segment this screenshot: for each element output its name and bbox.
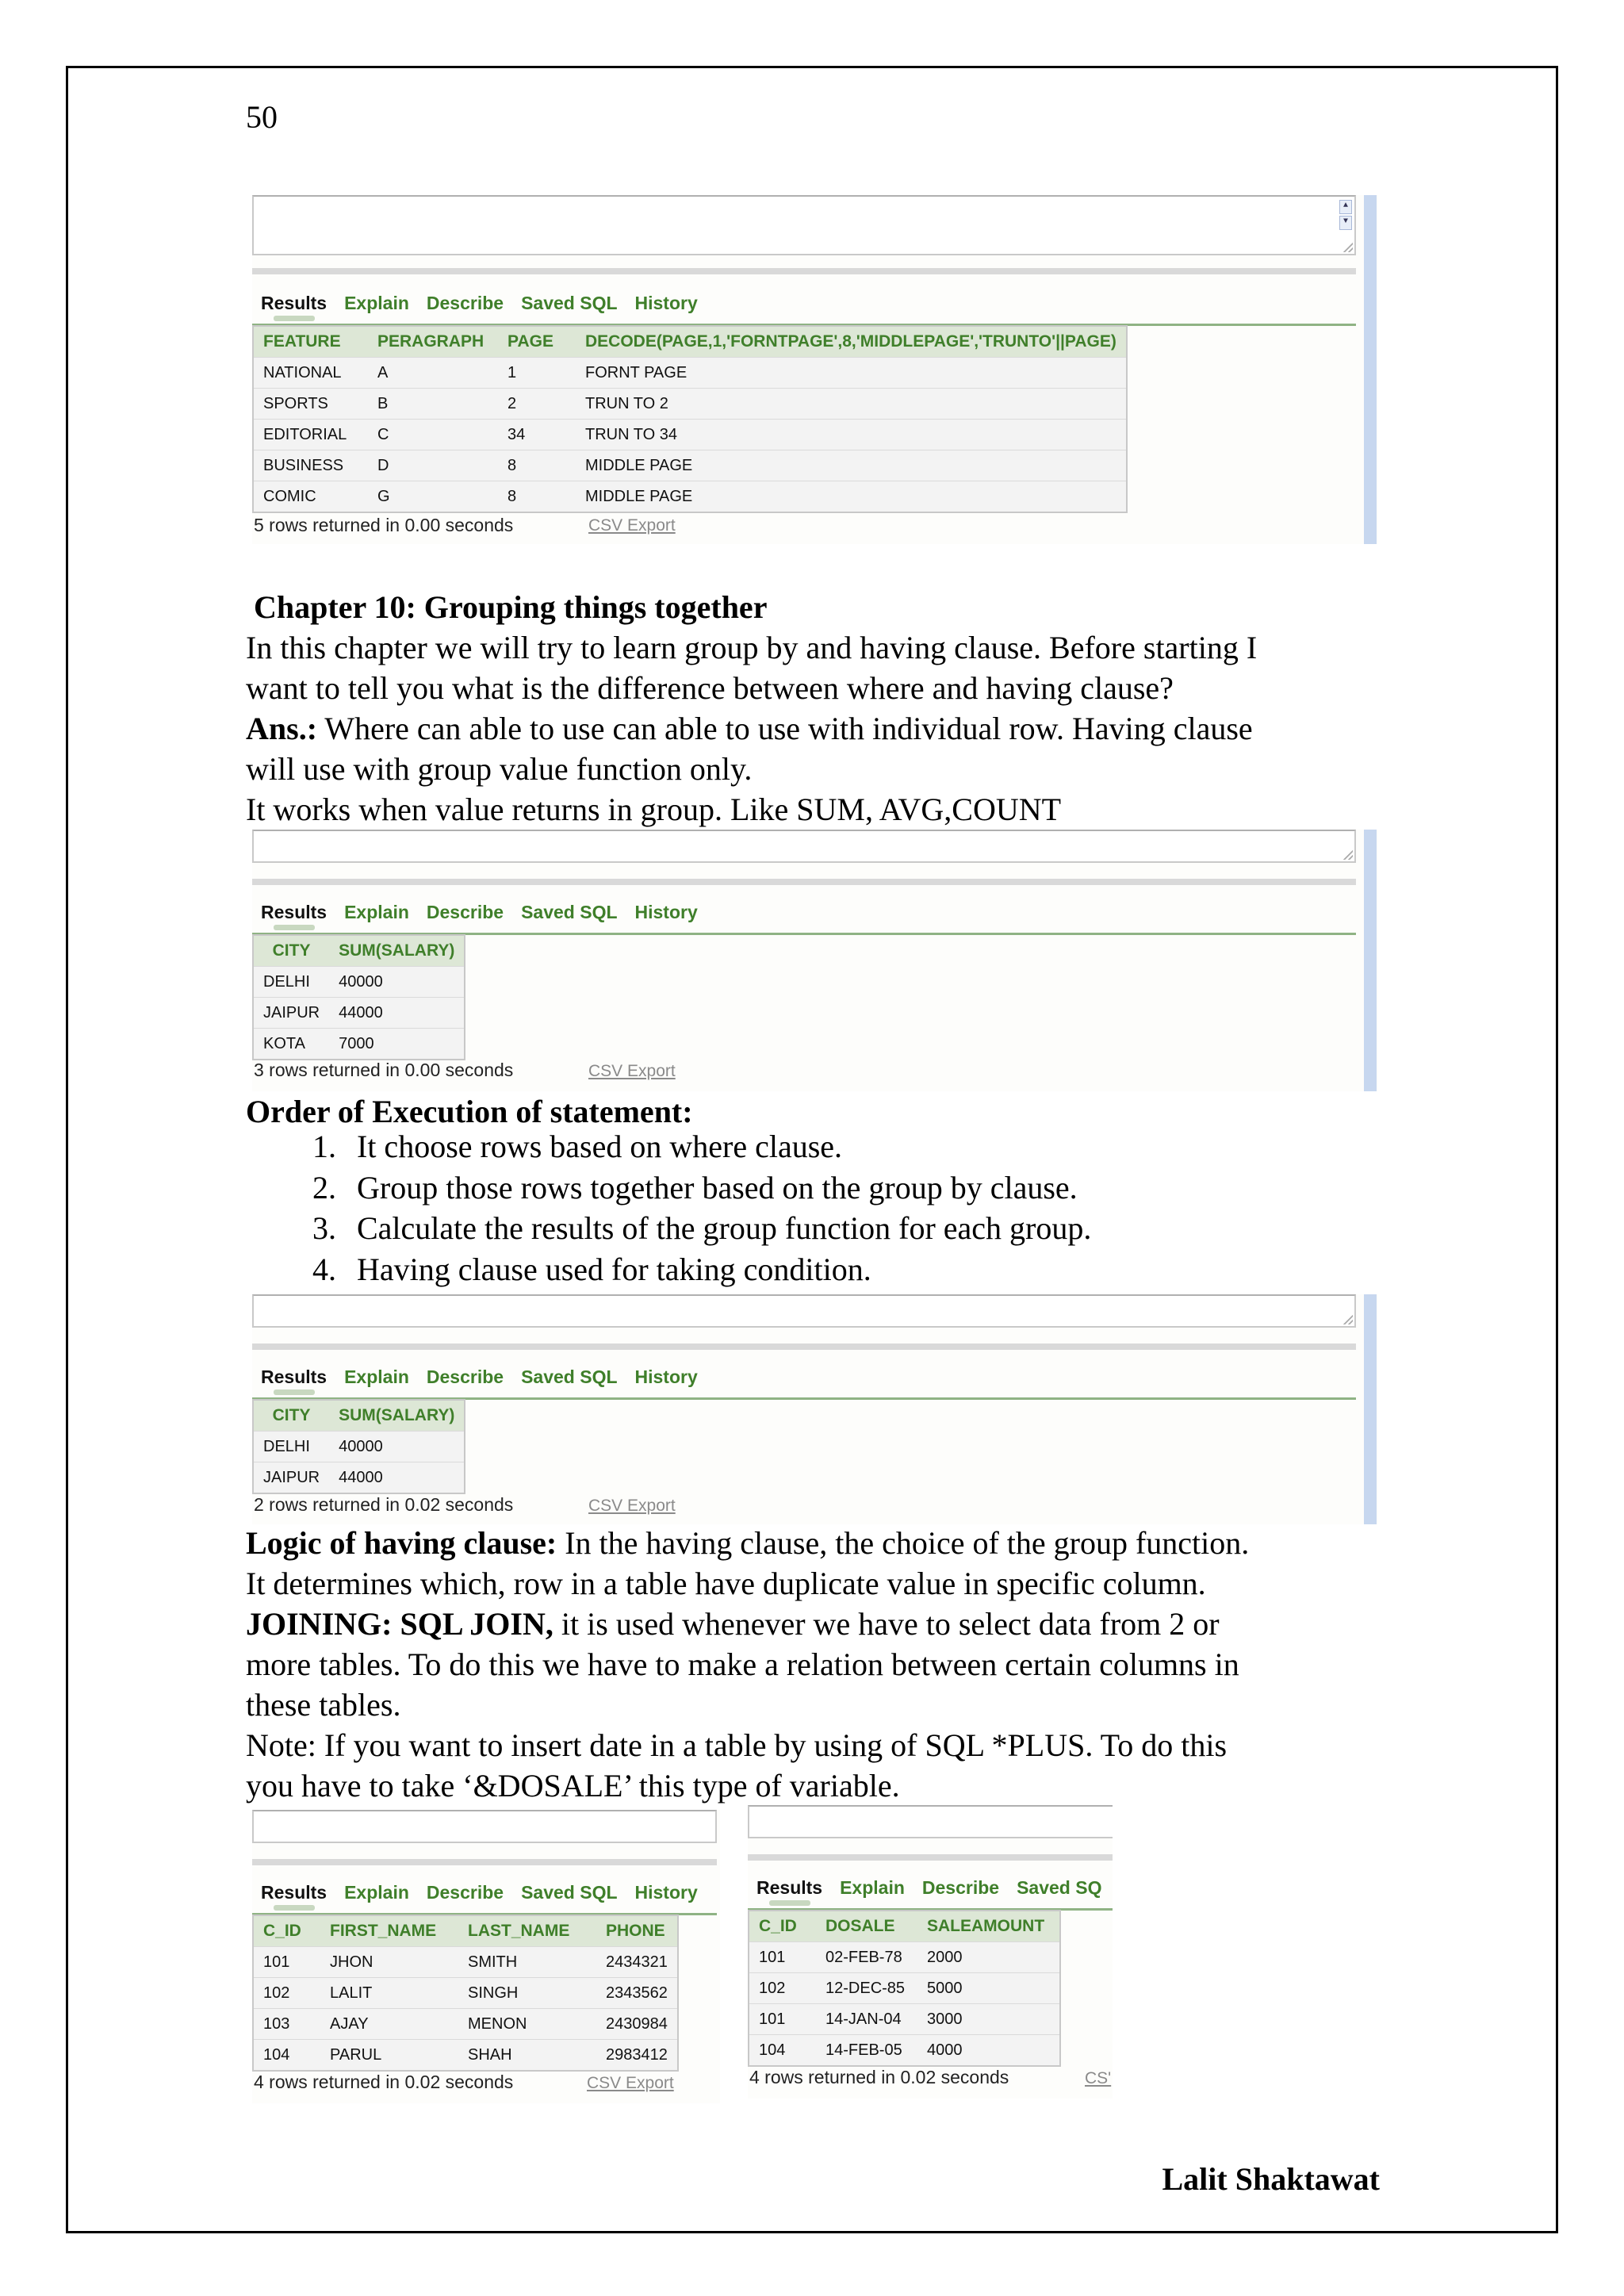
table-cell: 101 <box>253 1947 320 1978</box>
table-cell: 2983412 <box>596 2040 678 2072</box>
table-row <box>253 481 1127 513</box>
sql-workshop-customer <box>252 1810 720 2103</box>
result-table <box>252 1399 465 1494</box>
table-cell: 44000 <box>329 998 465 1029</box>
logic-label: Logic of having clause: <box>246 1525 557 1561</box>
paragraph-line: Note: If you want to insert date in a table by using of SQL *PLUS. To do this <box>246 1727 1228 1763</box>
sql-editor[interactable] <box>252 1810 717 1843</box>
sql-workshop-sale <box>748 1805 1113 2099</box>
column-header: SUM(SALARY) <box>329 1400 465 1432</box>
table-row <box>749 1942 1060 1973</box>
table-cell: 103 <box>253 2009 320 2040</box>
table-row <box>253 1947 678 1978</box>
column-header: FEATURE <box>253 326 368 358</box>
logic-text: In the having clause, the choice of the group function. <box>557 1525 1250 1561</box>
table-cell: 2434321 <box>596 1947 678 1978</box>
tab-describe[interactable]: Describe <box>426 902 504 922</box>
table-row <box>749 1973 1060 2004</box>
table-row <box>253 1978 678 2009</box>
table-cell: B <box>368 389 498 420</box>
footer-author: Lalit Shaktawat <box>1162 2161 1380 2197</box>
result-tabs <box>252 1361 707 1393</box>
table-cell: 02-FEB-78 <box>816 1942 917 1973</box>
table-cell: MENON <box>458 2009 596 2040</box>
tab-saved-sql[interactable]: Saved SQL <box>521 1366 618 1387</box>
table-cell: 8 <box>498 481 576 513</box>
table-cell: 2 <box>498 389 576 420</box>
table-row <box>253 420 1127 450</box>
result-table <box>252 934 465 1060</box>
table-cell: DELHI <box>253 967 329 998</box>
table-cell: JAIPUR <box>253 1462 329 1494</box>
editor-separator[interactable] <box>252 268 1356 274</box>
table-cell: 102 <box>253 1978 320 2009</box>
paragraph-line: It works when value returns in group. Like SUM, AVG,COUNT <box>246 792 1062 827</box>
paragraph-line: It determines which, row in a table have duplicate value in specific column. <box>246 1566 1206 1601</box>
paragraph-line: you have to take ‘&DOSALE’ this type of variable. <box>246 1768 900 1803</box>
column-header: SALEAMOUNT <box>917 1911 1060 1942</box>
table-cell: LALIT <box>320 1978 458 2009</box>
tab-history[interactable]: History <box>634 1366 698 1387</box>
table-cell: FORNT PAGE <box>576 358 1127 389</box>
joining-line <box>246 1604 1388 1644</box>
table-row <box>253 358 1127 389</box>
paragraph-line: will use with group value function only. <box>246 751 753 787</box>
tab-saved-sql[interactable]: Saved SQL <box>521 293 618 313</box>
editor-separator[interactable] <box>252 1343 1356 1350</box>
table-cell: BUSINESS <box>253 450 368 481</box>
table-cell: 4000 <box>917 2035 1060 2067</box>
page-number: 50 <box>246 99 278 135</box>
table-cell: 2430984 <box>596 2009 678 2040</box>
execution-steps-list <box>293 1126 1091 1290</box>
tab-history[interactable]: History <box>634 1882 698 1903</box>
table-cell: TRUN TO 2 <box>576 389 1127 420</box>
table-cell: JAIPUR <box>253 998 329 1029</box>
scrollbar[interactable] <box>1364 1294 1377 1524</box>
tab-describe[interactable]: Describe <box>921 1877 1000 1898</box>
sql-editor[interactable] <box>252 1294 1356 1328</box>
tab-results[interactable]: Results <box>252 1361 335 1393</box>
table-cell: JHON <box>320 1947 458 1978</box>
table-row <box>253 389 1127 420</box>
table-cell: 1 <box>498 358 576 389</box>
result-tabs <box>252 1876 707 1908</box>
answer-line <box>246 708 1388 749</box>
table-cell: 44000 <box>329 1462 465 1494</box>
table-cell: SMITH <box>458 1947 596 1978</box>
tab-saved-sql[interactable]: Saved SQL <box>521 902 618 922</box>
scrollbar[interactable] <box>1364 195 1377 544</box>
rows-returned-text: 4 rows returned in 0.02 seconds <box>254 2072 514 2092</box>
tab-explain[interactable]: Explain <box>840 1877 905 1898</box>
rows-returned-text: 5 rows returned in 0.00 seconds <box>254 515 514 535</box>
result-tabs <box>252 287 707 319</box>
result-table <box>748 1910 1061 2067</box>
table-cell: G <box>368 481 498 513</box>
resize-grip-icon[interactable] <box>1343 850 1353 860</box>
csv-export-link[interactable]: CSV Export <box>588 1497 676 1515</box>
tab-explain[interactable]: Explain <box>344 902 409 922</box>
table-cell: 40000 <box>329 967 465 998</box>
result-tabs <box>748 1872 1110 1903</box>
tab-describe[interactable]: Describe <box>426 1882 504 1903</box>
column-header: C_ID <box>749 1911 816 1942</box>
column-header: DECODE(PAGE,1,'FORNTPAGE',8,'MIDDLEPAGE','TRUNTO'||PAGE) <box>576 326 1127 358</box>
table-cell: 14-FEB-05 <box>816 2035 917 2067</box>
logic-line <box>246 1523 1388 1563</box>
table-cell: EDITORIAL <box>253 420 368 450</box>
table-cell: MIDDLE PAGE <box>576 450 1127 481</box>
resize-grip-icon[interactable] <box>1343 243 1353 252</box>
table-cell: SHAH <box>458 2040 596 2072</box>
csv-export-link[interactable]: CSV Export <box>587 2074 674 2092</box>
table-cell: TRUN TO 34 <box>576 420 1127 450</box>
table-cell: 8 <box>498 450 576 481</box>
table-cell: D <box>368 450 498 481</box>
joining-label: JOINING: SQL JOIN, <box>246 1606 553 1642</box>
tab-results[interactable]: Results <box>748 1872 831 1903</box>
table-cell: 101 <box>749 1942 816 1973</box>
column-header: CITY <box>253 935 329 967</box>
table-cell: AJAY <box>320 2009 458 2040</box>
table-header-row <box>253 1400 465 1432</box>
tab-explain[interactable]: Explain <box>344 1366 409 1387</box>
table-cell: 3000 <box>917 2004 1060 2035</box>
sql-workshop-newspaper <box>252 195 1378 544</box>
scrollbar[interactable] <box>1364 830 1377 1091</box>
tab-saved-sql[interactable]: Saved SQL <box>521 1882 618 1903</box>
table-row <box>253 450 1127 481</box>
paragraph-line: In this chapter we will try to learn group by and having clause. Before starting I <box>246 630 1258 665</box>
table-header-row <box>749 1911 1060 1942</box>
rows-returned-text: 3 rows returned in 0.00 seconds <box>254 1060 514 1080</box>
table-cell: SINGH <box>458 1978 596 2009</box>
editor-separator[interactable] <box>748 1854 1113 1861</box>
csv-export-link[interactable]: CS' <box>1085 2069 1112 2087</box>
tab-explain[interactable]: Explain <box>344 1882 409 1903</box>
table-header-row <box>253 935 465 967</box>
table-cell: 104 <box>749 2035 816 2067</box>
table-cell: PARUL <box>320 2040 458 2072</box>
paragraph-line: want to tell you what is the difference between where and having clause? <box>246 670 1174 706</box>
table-row <box>253 967 465 998</box>
rows-returned-text: 2 rows returned in 0.02 seconds <box>254 1494 514 1515</box>
column-header: SUM(SALARY) <box>329 935 465 967</box>
table-cell: C <box>368 420 498 450</box>
joining-text: it is used whenever we have to select data from 2 or <box>553 1606 1220 1642</box>
table-cell: SPORTS <box>253 389 368 420</box>
table-cell: 12-DEC-85 <box>816 1973 917 2004</box>
resize-grip-icon[interactable] <box>1343 1315 1353 1324</box>
tab-results[interactable]: Results <box>252 896 335 928</box>
table-row <box>749 2004 1060 2035</box>
table-row <box>749 2035 1060 2067</box>
sql-workshop-having <box>252 1294 1378 1524</box>
tab-history[interactable]: History <box>634 293 698 313</box>
result-tabs <box>252 896 707 928</box>
table-cell: 7000 <box>329 1029 465 1060</box>
table-row <box>253 2040 678 2072</box>
table-cell: MIDDLE PAGE <box>576 481 1127 513</box>
answer-label: Ans.: <box>246 711 318 746</box>
table-cell: NATIONAL <box>253 358 368 389</box>
table-cell: COMIC <box>253 481 368 513</box>
table-cell: DELHI <box>253 1432 329 1462</box>
table-cell: 5000 <box>917 1973 1060 2004</box>
editor-separator[interactable] <box>252 879 1356 885</box>
tab-results[interactable]: Results <box>252 1876 335 1908</box>
list-item: 1. It choose rows based on where clause. <box>344 1126 1091 1167</box>
query-line-1 <box>259 251 1350 255</box>
section-heading: Order of Execution of statement: <box>246 1094 693 1129</box>
scroll-up-icon[interactable]: ▲ <box>1339 200 1352 214</box>
column-header: C_ID <box>253 1915 320 1947</box>
tab-explain[interactable]: Explain <box>344 293 409 313</box>
chapter-heading: Chapter 10: Grouping things together <box>254 589 768 625</box>
column-header: DOSALE <box>816 1911 917 1942</box>
paragraph-line: these tables. <box>246 1687 401 1723</box>
csv-export-link[interactable]: CSV Export <box>588 1062 676 1080</box>
tab-describe[interactable]: Describe <box>426 293 504 313</box>
tab-history[interactable]: History <box>634 902 698 922</box>
table-cell: A <box>368 358 498 389</box>
result-table <box>252 1915 679 2072</box>
column-header: LAST_NAME <box>458 1915 596 1947</box>
column-header: FIRST_NAME <box>320 1915 458 1947</box>
table-row <box>253 1029 465 1060</box>
table-cell: 40000 <box>329 1432 465 1462</box>
sql-workshop-group-by <box>252 830 1378 1091</box>
result-table <box>252 325 1128 513</box>
table-header-row <box>253 326 1127 358</box>
table-row <box>253 1462 465 1494</box>
table-cell: 104 <box>253 2040 320 2072</box>
tab-describe[interactable]: Describe <box>426 1366 504 1387</box>
list-item: 4. Having clause used for taking condition. <box>344 1249 1091 1290</box>
list-item: 2. Group those rows together based on the group by clause. <box>344 1167 1091 1209</box>
table-cell: 101 <box>749 2004 816 2035</box>
tab-saved-sql[interactable]: Saved SQ <box>1017 1877 1102 1898</box>
list-item: 3. Calculate the results of the group function for each group. <box>344 1208 1091 1249</box>
answer-text: Where can able to use can able to use with individual row. Having clause <box>317 711 1253 746</box>
rows-returned-text: 4 rows returned in 0.02 seconds <box>749 2067 1009 2087</box>
scroll-down-icon[interactable]: ▼ <box>1339 216 1352 230</box>
column-header: PERAGRAPH <box>368 326 498 358</box>
table-cell: 34 <box>498 420 576 450</box>
sql-editor[interactable] <box>748 1805 1113 1838</box>
table-cell: 102 <box>749 1973 816 2004</box>
table-cell: KOTA <box>253 1029 329 1060</box>
column-header: CITY <box>253 1400 329 1432</box>
table-cell: 2343562 <box>596 1978 678 2009</box>
table-cell: 14-JAN-04 <box>816 2004 917 2035</box>
sql-editor[interactable] <box>252 830 1356 863</box>
column-header: PHONE <box>596 1915 678 1947</box>
table-header-row <box>253 1915 678 1947</box>
tab-results[interactable]: Results <box>252 287 335 319</box>
table-row <box>253 2009 678 2040</box>
table-row <box>253 1432 465 1462</box>
table-cell: 2000 <box>917 1942 1060 1973</box>
csv-export-link[interactable]: CSV Export <box>588 516 676 535</box>
table-row <box>253 998 465 1029</box>
sql-editor[interactable] <box>252 195 1356 255</box>
editor-separator[interactable] <box>252 1859 717 1865</box>
column-header: PAGE <box>498 326 576 358</box>
paragraph-line: more tables. To do this we have to make a relation between certain columns in <box>246 1646 1239 1682</box>
